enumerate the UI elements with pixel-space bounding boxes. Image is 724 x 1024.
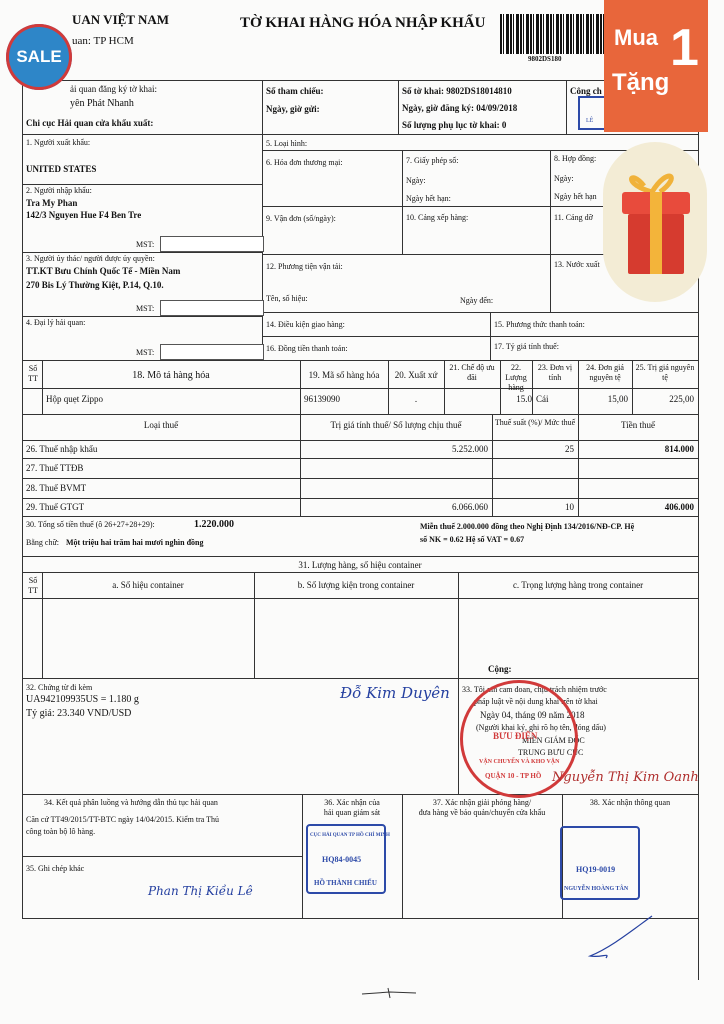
field-37-line2: đưa hàng về bảo quản/chuyển cửa khẩu [418, 808, 546, 817]
goods-h-stt: Số TT [28, 364, 38, 383]
promo-banner[interactable] [604, 0, 708, 132]
importer-name: Tra My Phan [26, 198, 78, 208]
pen-mark [360, 984, 420, 1000]
reg-customs-value: yên Phát Nhanh [70, 98, 134, 109]
dept-label: Chi cục Hải quan cửa khẩu xuất: [26, 118, 154, 128]
importer-mst-label: MST: [136, 240, 155, 249]
customs-stamp-2-code: HQ19-0019 [576, 865, 616, 874]
field-35-label: 35. Ghi chép khác [26, 864, 85, 873]
field-34-label: 34. Kết quả phân luồng và hướng dẫn thủ tục hải quan [44, 798, 218, 807]
field-12-name: Tên, số hiệu: [266, 294, 308, 303]
auth-mst-label: MST: [136, 304, 155, 313]
tax-row-4-rate: 10 [565, 502, 574, 512]
tax-h-type: Loại thuế [143, 420, 179, 430]
goods-h-value: 25. Trị giá nguyên tệ [635, 363, 695, 382]
container-h-stt: Số TT [28, 576, 38, 595]
field-16: 16. Đồng tiền thanh toán: [266, 344, 348, 353]
declaration-line2: pháp luật về nội dung khai trên tờ khai [474, 697, 598, 706]
customs-stamp-1-code: HQ84-0045 [322, 855, 362, 864]
declaration-note: (Người khai ký, ghi rõ họ tên, đóng dấu) [476, 723, 606, 732]
tax-row-1-base: 5.252.000 [452, 444, 488, 454]
pen-scribble [580, 912, 660, 962]
field-34-text1: Căn cứ TT49/2015/TT-BTC ngày 14/04/2015. Kiểm tra Thủ [26, 815, 220, 824]
tax-h-base: Trị giá tính thuế/ Số lượng chịu thuế [330, 420, 462, 430]
declaration-line1: 33. Tôi xin cam đoan, chịu trách nhiệm trước [462, 685, 607, 694]
customs-stamp-clearance [560, 826, 640, 900]
field-11: 11. Cảng dỡ [554, 213, 593, 222]
importer-address: 142/3 Nguyen Hue F4 Ben Tre [26, 210, 142, 220]
field-10: 10. Cảng xếp hàng: [406, 213, 469, 222]
send-label: Ngày, giờ gửi: [266, 104, 320, 114]
agent-mst-label: MST: [136, 348, 155, 357]
docs-line1: UA942109935US = 1.180 g [26, 694, 139, 705]
tax-h-rate: Thuế suất (%)/ Mức thuế [494, 418, 576, 427]
tax-row-4-name: 29. Thuế GTGT [26, 502, 85, 512]
field-7: 7. Giấy phép số: [406, 156, 459, 165]
exporter-value: UNITED STATES [26, 164, 97, 174]
tax-row-4-base: 6.066.060 [452, 502, 488, 512]
field-8-date: Ngày: [554, 174, 574, 183]
tax-exempt-line1: Miễn thuế 2.000.000 đồng theo Nghị Định 134/2016/NĐ-CP. Hệ [420, 522, 635, 531]
goods-h-hs: 19. Mã số hàng hóa [308, 370, 380, 380]
page-title: TỜ KHAI HÀNG HÓA NHẬP KHẨU [240, 15, 486, 31]
goods-origin: . [414, 394, 418, 404]
agency-branch: uan: TP HCM [72, 35, 134, 47]
tax-words-value: Một triệu hai trăm hai mươi nghìn đồng [66, 538, 204, 547]
customs-stamp-1-name: HỒ THÀNH CHIẾU [314, 879, 377, 887]
field-36-line2: hải quan giám sát [323, 808, 381, 817]
ref-label: Số tham chiếu: [266, 86, 324, 96]
field-8-exp: Ngày hết hạn [554, 192, 597, 201]
field-14: 14. Điều kiện giao hàng: [266, 320, 345, 329]
exporter-label: 1. Người xuất khẩu: [26, 138, 91, 147]
goods-value: 225,00 [669, 394, 694, 404]
importer-label: 2. Người nhập khẩu: [26, 186, 92, 195]
field-36-line1: 36. Xác nhận của [324, 798, 380, 807]
red-stamp-center: BƯU ĐIỆN [493, 731, 538, 741]
agent-mst-box [160, 344, 264, 360]
promo-tang: Tặng [612, 69, 670, 96]
field-5: 5. Loại hình: [266, 139, 308, 148]
docs-label: 32. Chứng từ đi kèm [26, 683, 93, 692]
container-h-c: c. Trọng lượng hàng trong container [512, 580, 644, 590]
tax-row-2-name: 27. Thuế TTĐB [26, 463, 84, 473]
tax-total-value: 1.220.000 [194, 519, 234, 530]
sale-badge[interactable] [6, 24, 72, 90]
signature-officer: Phan Thị Kiều Lê [148, 884, 253, 898]
field-12-date: Ngày đến: [460, 296, 494, 305]
field-8: 8. Hợp đồng: [554, 154, 597, 163]
declaration-position-1: MIỀN GIÁM ĐỐC [522, 736, 585, 745]
barcode-text: 9802DS180 [528, 55, 562, 63]
barcode [500, 14, 612, 54]
sale-badge-text: SALE [16, 47, 62, 66]
promo-number: 1 [670, 19, 699, 77]
reg-customs-label: ải quan đăng ký tờ khai: [70, 84, 157, 94]
goods-h-qty: 22. Lượng hàng [505, 363, 527, 392]
reg-date: Ngày, giờ đăng ký: 04/09/2018 [402, 103, 518, 113]
importer-mst-box [160, 236, 264, 252]
goods-desc: Hộp quẹt Zippo [46, 394, 103, 404]
declaration-date: Ngày 04, tháng 09 năm 2018 [480, 710, 585, 720]
field-38-label: 38. Xác nhận thông quan [589, 798, 671, 807]
field-6: 6. Hóa đơn thương mại: [266, 158, 343, 167]
tax-row-1-rate: 25 [565, 444, 574, 454]
tax-row-1-name: 26. Thuế nhập khẩu [26, 444, 98, 454]
red-stamp-bottom: QUẬN 10 - TP HỒ [485, 772, 542, 780]
agent-label: 4. Đại lý hải quan: [26, 318, 86, 327]
customs-stamp-1-dept: CỤC HẢI QUAN TP HỒ CHÍ MINH [310, 833, 390, 838]
tax-words-label: Bằng chữ: [26, 538, 59, 547]
agency-name: UAN VIỆT NAM [72, 12, 170, 27]
decl-no: Số tờ khai: 9802DS18014810 [402, 86, 512, 96]
field-7-exp: Ngày hết hạn: [406, 194, 451, 203]
field-15: 15. Phương thức thanh toán: [494, 320, 585, 329]
field-7-date: Ngày: [406, 176, 426, 185]
tax-exempt-line2: số NK = 0.62 Hệ số VAT = 0.67 [420, 535, 525, 544]
goods-h-pref: 21. Chế độ ưu đãi [449, 363, 495, 382]
customs-stamp-supervision [306, 824, 390, 894]
tax-total-label: 30. Tổng số tiền thuế (ô 26+27+28+29): [26, 520, 155, 529]
goods-h-desc: 18. Mô tả hàng hóa [132, 370, 210, 381]
goods-h-unit: 23. Đơn vị tính [537, 363, 573, 382]
goods-h-origin: 20. Xuất xứ [394, 370, 438, 380]
auth-address: 270 Bis Lý Thường Kiệt, P.14, Q.10. [26, 280, 164, 290]
goods-unit: Cái [536, 394, 549, 404]
field-34-text2: công toàn bộ lô hàng. [26, 827, 96, 836]
goods-hs: 96139090 [304, 394, 340, 404]
promo-mua: Mua [614, 25, 658, 50]
container-total: Cộng: [488, 664, 512, 674]
appendix-count: Số lượng phụ lục tờ khai: 0 [402, 120, 507, 130]
auth-label: 3. Người ủy thác/ người được ủy quyền: [26, 254, 155, 263]
tax-row-3-name: 28. Thuế BVMT [26, 483, 87, 493]
field-13: 13. Nước xuất [554, 260, 600, 269]
field-17: 17. Tỷ giá tính thuế: [494, 342, 559, 351]
top-stamp-text: LÊ [586, 118, 594, 124]
signature-declarant: Đỗ Kim Duyên [340, 684, 450, 702]
customs-stamp-2-name: NGUYỄN HOÀNG TÂN [564, 886, 629, 892]
tax-row-1-amount: 814.000 [664, 444, 694, 454]
goods-qty: 15.0 [516, 394, 532, 404]
goods-h-price: 24. Đơn giá nguyên tệ [586, 363, 624, 382]
tax-row-4-amount: 406.000 [664, 502, 694, 512]
gift-icon[interactable] [616, 162, 696, 282]
auth-mst-box [160, 300, 264, 316]
field-9: 9. Vận đơn (số/ngày): [266, 214, 336, 223]
red-stamp-outer: VẬN CHUYỂN VÀ KHO VẬN [479, 759, 560, 765]
container-h-a: a. Số hiệu container [112, 580, 184, 590]
declaration-position-2: TRUNG BƯU CỤC [518, 748, 584, 757]
field-12: 12. Phương tiện vận tải: [266, 262, 343, 271]
container-title: 31. Lượng hàng, số hiệu container [298, 560, 422, 570]
container-h-b: b. Số lượng kiện trong container [297, 580, 415, 590]
signature-director: Nguyễn Thị Kim Oanh [552, 770, 699, 785]
field-37-line1: 37. Xác nhận giải phóng hàng/ [432, 798, 532, 807]
tax-h-amount: Tiền thuế [621, 420, 655, 430]
docs-line2: Tỷ giá: 23.340 VND/USD [26, 708, 132, 719]
auth-name: TT.KT Bưu Chính Quốc Tế - Miền Nam [26, 266, 181, 276]
right-truncated: Công ch [570, 86, 602, 96]
goods-price: 15,00 [607, 394, 628, 404]
